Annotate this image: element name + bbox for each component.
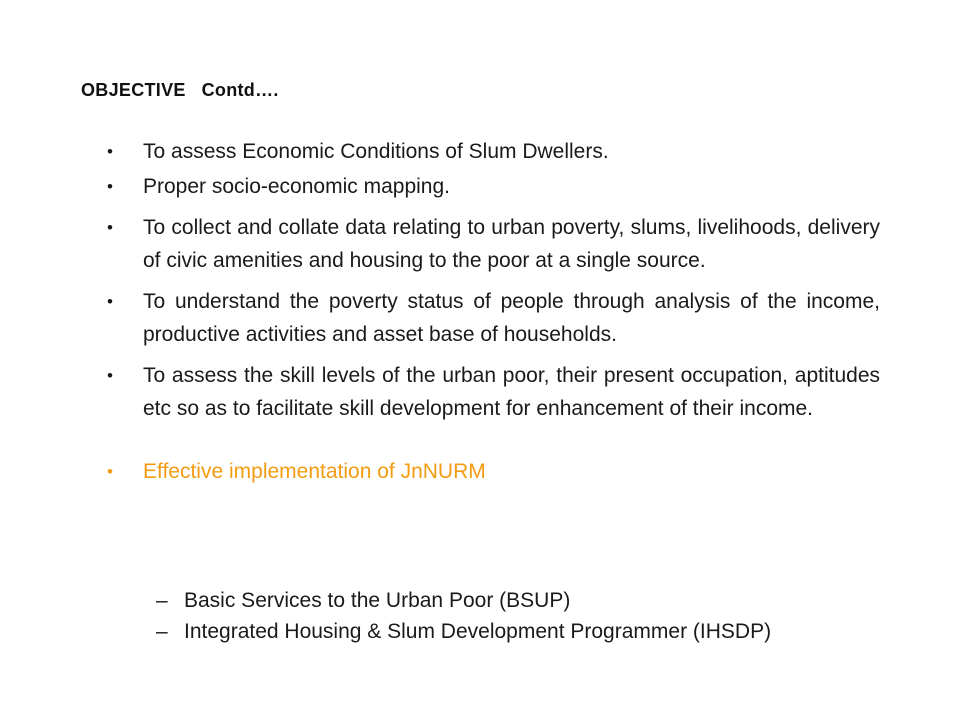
sub-bullet-list	[156, 585, 771, 647]
slide-title: OBJECTIVE Contd….	[81, 80, 279, 100]
bullet-item	[107, 285, 880, 351]
bullet-dot-icon: •	[107, 142, 113, 161]
bullet-text: To collect and collate data relating to urban poverty, slums, livelihoods, delivery of civic amenities and housing to the poor at a single source.	[143, 216, 880, 272]
bullet-text: Proper socio-economic mapping.	[143, 175, 450, 198]
bullet-dot-icon: •	[107, 462, 113, 481]
bullet-dot-icon: •	[107, 218, 113, 237]
bullet-dot-icon: •	[107, 292, 113, 311]
bullet-item	[107, 135, 880, 168]
sub-bullet-item	[156, 616, 771, 647]
highlight-bullet-text: Effective implementation of JnNURM	[143, 460, 486, 483]
bullet-text: To assess Economic Conditions of Slum Dwellers.	[143, 140, 609, 163]
bullet-item	[107, 359, 880, 425]
bullet-item	[107, 170, 880, 203]
objective-bullet-list	[107, 135, 880, 496]
dash-icon: –	[156, 589, 168, 612]
bullet-item	[107, 211, 880, 277]
dash-icon: –	[156, 620, 168, 643]
highlight-bullet-item	[107, 455, 880, 488]
bullet-text: To understand the poverty status of people through analysis of the income, productive activities and asset base of households.	[143, 290, 880, 346]
bullet-dot-icon: •	[107, 366, 113, 385]
sub-bullet-text: Basic Services to the Urban Poor (BSUP)	[184, 589, 571, 612]
bullet-dot-icon: •	[107, 177, 113, 196]
bullet-text: To assess the skill levels of the urban poor, their present occupation, aptitudes etc so as to facilitate skill development for enhancement of their income.	[143, 364, 880, 420]
sub-bullet-text: Integrated Housing & Slum Development Programmer (IHSDP)	[184, 620, 772, 643]
sub-bullet-item	[156, 585, 771, 616]
